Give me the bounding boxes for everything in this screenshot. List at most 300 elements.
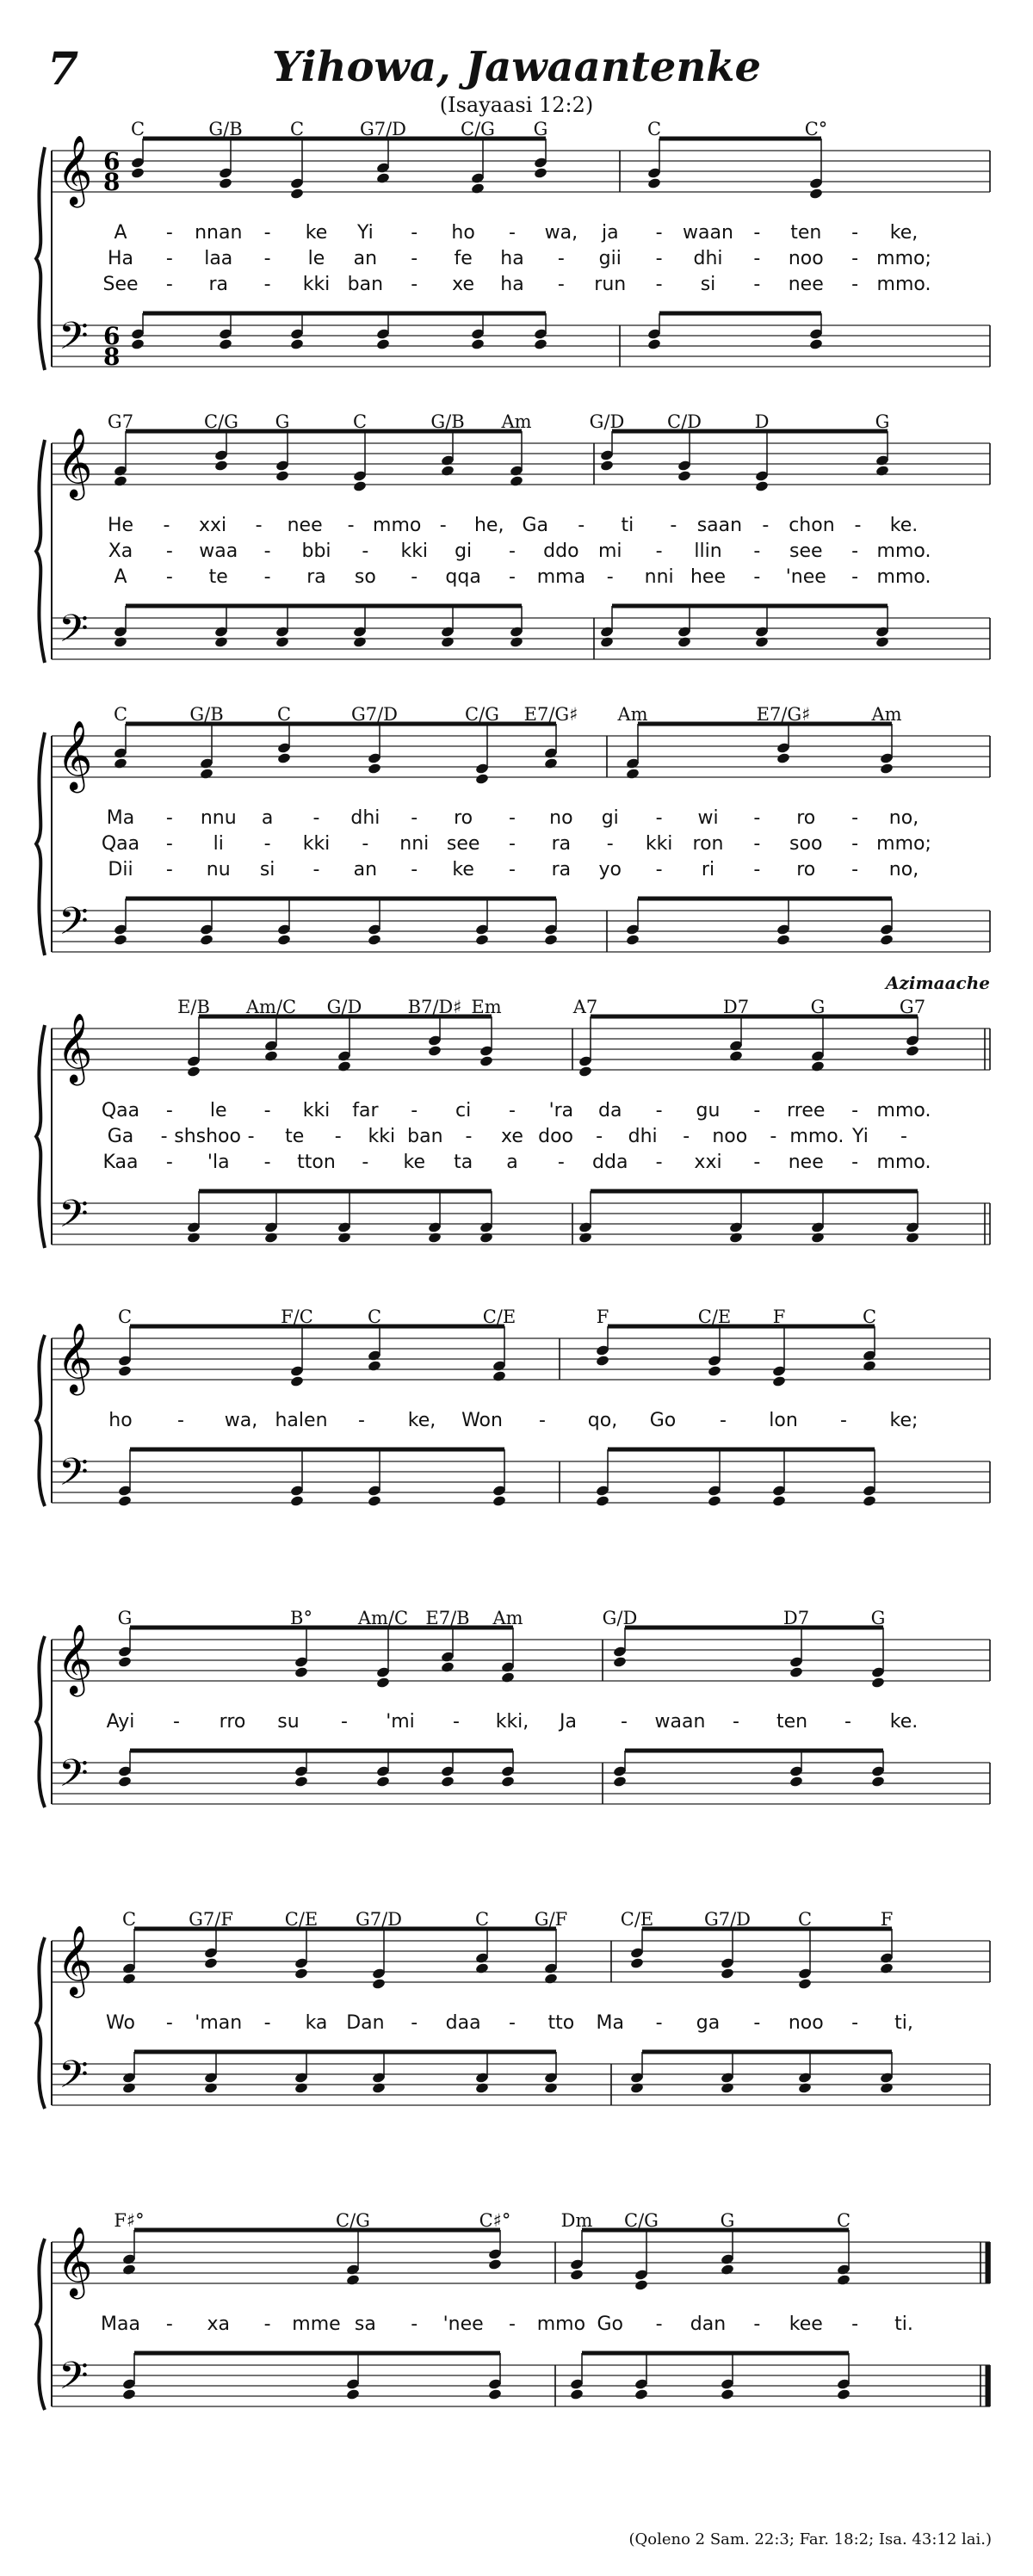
lyric-syllable: no	[549, 807, 573, 829]
lyric-syllable: -	[655, 807, 663, 829]
lyric-syllable: Won	[461, 1410, 503, 1431]
lyric-syllable: -	[247, 1126, 255, 1147]
lyric-syllable: He	[107, 515, 134, 536]
chord-symbol: G	[870, 1608, 886, 1628]
lyric-syllable: -	[900, 1126, 907, 1147]
lyric-syllable: noo	[788, 2012, 824, 2034]
lyric-syllable: -	[770, 1126, 777, 1147]
lyric-syllable: fe	[454, 248, 473, 269]
lyric-syllable: nu	[206, 859, 231, 880]
lyric-syllable: mma	[536, 566, 586, 588]
lyric-syllable: ke,	[889, 222, 919, 244]
lyric-syllable: far	[352, 1100, 379, 1121]
lyric-syllable: chon	[789, 515, 835, 536]
lyric-syllable: Maa	[101, 2313, 140, 2335]
chord-symbol: E7/G♯	[523, 704, 578, 725]
lyric-syllable: -	[753, 833, 761, 855]
lyric-syllable: -	[263, 566, 271, 588]
svg-text:𝄞: 𝄞	[57, 1924, 93, 1995]
staff-lines	[0, 1919, 1033, 2140]
lyric-syllable: -	[263, 222, 271, 244]
lyric-syllable: li	[213, 833, 224, 855]
lyric-syllable: Qaa	[101, 1100, 140, 1121]
lyric-syllable: -	[163, 515, 170, 536]
lyric-syllable: Ga	[107, 1126, 134, 1147]
lyric-syllable: 'nee	[785, 566, 826, 588]
lyric-syllable: -	[851, 222, 859, 244]
lyric-syllable: a	[506, 1152, 518, 1173]
svg-text:𝄞: 𝄞	[57, 1322, 93, 1393]
lyric-syllable: si	[700, 274, 716, 295]
lyric-syllable: ke	[305, 222, 328, 244]
lyric-syllable: -	[851, 541, 859, 562]
lyric-syllable: -	[840, 1410, 847, 1431]
lyric-syllable: kki,	[495, 1711, 529, 1733]
chord-symbol: C	[797, 1909, 813, 1930]
lyric-syllable: -	[851, 2313, 859, 2335]
lyric-syllable: 'ra	[548, 1100, 574, 1121]
lyric-syllable: halen	[275, 1410, 328, 1431]
lyric-syllable: Yi	[852, 1126, 869, 1147]
chord-symbol: C/G	[461, 119, 495, 139]
chord-symbol: Am/C	[245, 997, 297, 1017]
chord-symbol: G/B	[208, 119, 243, 139]
chord-symbol: E/B	[177, 997, 210, 1017]
lyric-syllable: -	[733, 1711, 739, 1733]
lyric-syllable: -	[844, 1711, 851, 1733]
lyric-syllable: mmo;	[876, 248, 931, 269]
lyric-syllable: -	[165, 541, 173, 562]
chord-symbol: G/D	[602, 1608, 638, 1628]
lyric-syllable: Kaa	[102, 1152, 139, 1173]
lyric-syllable: -	[851, 566, 859, 588]
lyric-syllable: 'la	[207, 1152, 230, 1173]
lyric-syllable: -	[655, 274, 663, 295]
lyric-syllable: noo	[788, 248, 824, 269]
lyric-syllable: See	[102, 274, 139, 295]
svg-text:𝄢: 𝄢	[59, 1751, 89, 1805]
lyric-syllable: -	[509, 2313, 516, 2335]
lyric-syllable: mmo.	[876, 566, 931, 588]
lyric-syllable: ci	[455, 1100, 472, 1121]
chord-symbol: C/E	[284, 1909, 319, 1930]
chord-symbol: G	[117, 1608, 133, 1628]
lyric-syllable: -	[263, 1100, 271, 1121]
lyric-syllable: llin	[694, 541, 722, 562]
lyric-syllable: mmo.	[789, 1126, 844, 1147]
lyric-syllable: no,	[888, 807, 919, 829]
hymn-number: 7	[47, 43, 79, 96]
lyric-syllable: ra	[306, 566, 326, 588]
lyric-syllable: Ayi	[106, 1711, 135, 1733]
lyric-syllable: ddo	[543, 541, 579, 562]
chord-symbol: G7	[899, 997, 926, 1017]
lyric-syllable: kee	[789, 2313, 823, 2335]
chord-symbol: G/B	[189, 704, 224, 725]
lyric-syllable: -	[606, 566, 614, 588]
lyric-syllable: wi	[697, 807, 719, 829]
lyric-syllable: ro	[454, 807, 473, 829]
lyric-syllable: -	[263, 541, 271, 562]
lyric-syllable: Xa	[108, 541, 133, 562]
lyric-syllable: -	[165, 566, 173, 588]
lyric-syllable: nnan	[195, 222, 243, 244]
lyric-syllable: an	[353, 859, 378, 880]
lyric-syllable: Go	[649, 1410, 677, 1431]
chord-symbol: C/E	[620, 1909, 654, 1930]
lyric-syllable: -	[411, 2012, 418, 2034]
lyric-syllable: ri	[701, 859, 715, 880]
chord-symbol: Am/C	[357, 1608, 409, 1628]
lyric-syllable: -	[753, 248, 761, 269]
lyric-syllable: -	[606, 833, 614, 855]
svg-text:𝄢: 𝄢	[59, 1191, 89, 1245]
lyric-syllable: mmo.	[876, 541, 931, 562]
chord-symbol: G7/D	[359, 119, 407, 139]
lyric-syllable: Qaa	[101, 833, 140, 855]
lyric-syllable: -	[165, 1100, 173, 1121]
chord-symbol: G7	[107, 411, 134, 432]
lyric-syllable: -	[173, 1711, 180, 1733]
lyric-syllable: ra	[208, 274, 229, 295]
lyric-syllable: xe	[452, 274, 475, 295]
chord-symbol: C°	[804, 119, 828, 139]
lyric-syllable: -	[509, 2012, 516, 2034]
chord-symbol: E7/G♯	[756, 704, 811, 725]
chord-symbol: C	[121, 1909, 137, 1930]
lyric-syllable: -	[753, 566, 761, 588]
lyric-syllable: run	[594, 274, 627, 295]
lyric-syllable: tto	[547, 2012, 575, 2034]
lyric-syllable: -	[263, 2313, 271, 2335]
chord-symbol: C	[474, 1909, 490, 1930]
svg-text:𝄞: 𝄞	[57, 134, 93, 205]
lyric-syllable: -	[165, 807, 173, 829]
lyric-syllable: -	[347, 515, 355, 536]
lyric-syllable: -	[165, 833, 173, 855]
chord-symbol: G	[533, 119, 548, 139]
lyric-syllable: le	[307, 248, 325, 269]
chord-symbol: C/G	[624, 2210, 659, 2231]
lyric-syllable: rree	[787, 1100, 826, 1121]
tempo-marking: Azimaache	[886, 973, 990, 993]
lyric-syllable: -	[509, 566, 516, 588]
lyric-syllable: -	[851, 1152, 859, 1173]
lyric-syllable: ra	[551, 833, 572, 855]
lyric-syllable: ga	[696, 2012, 721, 2034]
lyric-syllable: he,	[473, 515, 504, 536]
lyric-syllable: nni	[399, 833, 430, 855]
lyric-syllable: -	[509, 541, 516, 562]
lyric-syllable: nee	[287, 515, 323, 536]
chord-symbol: D7	[722, 997, 750, 1017]
svg-text:𝄞: 𝄞	[57, 1623, 93, 1694]
lyric-syllable: Dan	[346, 2012, 385, 2034]
lyric-syllable: waan	[683, 222, 733, 244]
svg-text:𝄞: 𝄞	[57, 720, 93, 790]
lyric-syllable: ten	[776, 1711, 808, 1733]
svg-text:𝄞: 𝄞	[57, 427, 93, 497]
lyric-syllable: -	[596, 1126, 603, 1147]
svg-text:6: 6	[103, 322, 121, 350]
lyric-syllable: -	[165, 1152, 173, 1173]
lyric-syllable: waa	[199, 541, 238, 562]
lyric-syllable: -	[655, 1152, 663, 1173]
svg-text:𝄢: 𝄢	[59, 2052, 89, 2106]
chord-symbol: C/E	[697, 1307, 732, 1327]
lyric-syllable: mmo.	[876, 1100, 931, 1121]
lyric-syllable: -	[263, 1152, 271, 1173]
chord-symbol: C	[276, 704, 292, 725]
lyric-syllable: kki	[368, 1126, 396, 1147]
lyric-syllable: ke;	[889, 1410, 919, 1431]
lyric-syllable: ro	[796, 807, 816, 829]
chord-symbol: G7/F	[189, 1909, 233, 1930]
lyric-syllable: -	[177, 1410, 184, 1431]
chord-symbol: G	[275, 411, 290, 432]
hymn-title: Yihowa, Jawaantenke	[271, 43, 762, 91]
chord-symbol: C	[113, 704, 128, 725]
lyric-syllable: -	[165, 222, 173, 244]
lyric-syllable: 'nee	[442, 2313, 484, 2335]
lyric-syllable: -	[165, 2012, 173, 2034]
chord-symbol: G	[875, 411, 890, 432]
lyric-syllable: ha	[500, 248, 524, 269]
chord-symbol: F	[772, 1307, 786, 1327]
lyric-syllable: -	[753, 222, 761, 244]
svg-text:8: 8	[103, 343, 121, 371]
lyric-syllable: Dii	[108, 859, 133, 880]
lyric-syllable: an	[353, 248, 378, 269]
lyric-syllable: -	[362, 1152, 369, 1173]
lyric-syllable: mmo;	[876, 833, 931, 855]
lyric-syllable: -	[851, 859, 859, 880]
chord-symbol: E7/B	[425, 1608, 470, 1628]
lyric-syllable: gii	[598, 248, 622, 269]
lyric-syllable: -	[655, 248, 663, 269]
footer-references: (Qoleno 2 Sam. 22:3; Far. 18:2; Isa. 43:12 lai.)	[628, 2530, 992, 2548]
lyric-syllable: dhi	[693, 248, 723, 269]
lyric-syllable: ban	[407, 1126, 443, 1147]
lyric-syllable: -	[655, 1100, 663, 1121]
chord-symbol: Em	[471, 997, 502, 1017]
lyric-syllable: nee	[788, 274, 824, 295]
lyric-syllable: -	[720, 1410, 727, 1431]
svg-text:8: 8	[103, 168, 121, 196]
lyric-syllable: kki	[302, 833, 331, 855]
lyric-syllable: -	[509, 807, 516, 829]
chord-symbol: Am	[871, 704, 902, 725]
lyric-syllable: qo,	[587, 1410, 618, 1431]
lyric-syllable: -	[358, 1410, 365, 1431]
lyric-syllable: -	[851, 807, 859, 829]
chord-symbol: Am	[501, 411, 532, 432]
lyric-syllable: -	[411, 859, 418, 880]
chord-symbol: C	[352, 411, 368, 432]
lyric-syllable: tton	[297, 1152, 336, 1173]
lyric-syllable: Ha	[107, 248, 134, 269]
lyric-syllable: -	[578, 515, 585, 536]
lyric-syllable: su	[277, 1711, 300, 1733]
lyric-syllable: mmo	[536, 2313, 586, 2335]
chord-symbol: G	[720, 2210, 735, 2231]
lyric-syllable: gi	[455, 541, 473, 562]
lyric-syllable: Go	[597, 2313, 624, 2335]
chord-symbol: D	[754, 411, 770, 432]
lyric-syllable: -	[509, 859, 516, 880]
lyric-syllable: -	[762, 515, 770, 536]
lyric-syllable: -	[753, 1152, 761, 1173]
chord-symbol: C♯°	[479, 2210, 511, 2231]
lyric-syllable: xxi	[198, 515, 227, 536]
lyric-syllable: gu	[696, 1100, 721, 1121]
chord-symbol: C/G	[465, 704, 499, 725]
lyric-syllable: kki	[645, 833, 673, 855]
lyric-syllable: yo	[598, 859, 622, 880]
lyric-syllable: -	[851, 274, 859, 295]
lyric-syllable: kki	[302, 1100, 331, 1121]
lyric-syllable: Ma	[106, 807, 135, 829]
lyric-syllable: kki	[400, 541, 429, 562]
lyric-syllable: soo	[789, 833, 823, 855]
lyric-syllable: ho	[108, 1410, 133, 1431]
lyric-syllable: ta	[454, 1152, 473, 1173]
chord-symbol: Am	[492, 1608, 523, 1628]
lyric-syllable: saan	[696, 515, 743, 536]
lyric-syllable: -	[655, 2313, 663, 2335]
lyric-syllable: kki	[302, 274, 331, 295]
chord-symbol: C	[836, 2210, 851, 2231]
lyric-syllable: mmo.	[876, 1152, 931, 1173]
lyric-syllable: A	[114, 222, 127, 244]
lyric-syllable: le	[209, 1100, 227, 1121]
lyric-syllable: ban	[347, 274, 384, 295]
chord-symbol: C	[289, 119, 305, 139]
lyric-syllable: -	[655, 2012, 663, 2034]
lyric-syllable: waan	[654, 1711, 706, 1733]
lyric-syllable: -	[263, 248, 271, 269]
chord-symbol: Am	[617, 704, 648, 725]
lyric-syllable: -	[851, 2012, 859, 2034]
lyric-syllable: -	[655, 859, 663, 880]
lyric-syllable: -	[753, 1100, 761, 1121]
chord-symbol: G7/D	[355, 1909, 403, 1930]
svg-text:𝄢: 𝄢	[59, 2353, 89, 2407]
lyric-syllable: Yi	[356, 222, 374, 244]
chord-symbol: C	[367, 1307, 382, 1327]
staff-lines	[0, 2221, 1033, 2441]
lyric-syllable: ke,	[407, 1410, 436, 1431]
lyric-syllable: ke.	[889, 515, 919, 536]
chord-symbol: F♯°	[114, 2210, 145, 2231]
lyric-syllable: -	[753, 807, 761, 829]
chord-symbol: D7	[782, 1608, 810, 1628]
lyric-syllable: wa,	[224, 1410, 258, 1431]
lyric-syllable: bbi	[301, 541, 331, 562]
lyric-syllable: a	[261, 807, 274, 829]
svg-text:𝄢: 𝄢	[59, 313, 89, 368]
lyric-syllable: qqa	[445, 566, 481, 588]
lyric-syllable: wa,	[544, 222, 578, 244]
lyric-syllable: -	[411, 222, 418, 244]
chord-symbol: F	[880, 1909, 894, 1930]
svg-text:𝄢: 𝄢	[59, 606, 89, 660]
chord-symbol: F/C	[281, 1307, 313, 1327]
lyric-syllable: -	[411, 807, 418, 829]
lyric-syllable: -	[411, 2313, 418, 2335]
lyric-syllable: -	[263, 2012, 271, 2034]
lyric-syllable: ja	[601, 222, 619, 244]
lyric-syllable: nnu	[200, 807, 237, 829]
lyric-syllable: -	[851, 248, 859, 269]
chord-symbol: G7/D	[703, 1909, 752, 1930]
lyric-syllable: -	[753, 541, 761, 562]
lyric-syllable: -	[362, 541, 369, 562]
lyric-syllable: ra	[551, 859, 572, 880]
lyric-syllable: mmo	[373, 515, 422, 536]
lyric-syllable: -	[753, 859, 761, 880]
lyric-syllable: da	[598, 1100, 622, 1121]
lyric-syllable: dda	[592, 1152, 628, 1173]
lyric-syllable: -	[362, 833, 369, 855]
chord-symbol: C	[862, 1307, 877, 1327]
lyric-syllable: -	[753, 274, 761, 295]
lyric-syllable: ro	[796, 859, 816, 880]
lyric-syllable: ka	[305, 2012, 328, 2034]
lyric-syllable: -	[411, 274, 418, 295]
lyric-syllable: -	[165, 248, 173, 269]
lyric-syllable: -	[312, 807, 320, 829]
lyric-syllable: sa	[354, 2313, 376, 2335]
lyric-syllable: mme	[292, 2313, 341, 2335]
chord-symbol: A7	[572, 997, 598, 1017]
lyric-syllable: Ja	[560, 1711, 577, 1733]
svg-text:𝄞: 𝄞	[57, 2226, 93, 2296]
chord-symbol: G7/D	[350, 704, 399, 725]
lyric-syllable: -	[263, 833, 271, 855]
lyric-syllable: te	[285, 1126, 305, 1147]
lyric-syllable: no,	[888, 859, 919, 880]
lyric-syllable: A	[114, 566, 127, 588]
lyric-syllable: -	[851, 833, 859, 855]
lyric-syllable: -	[539, 1410, 546, 1431]
lyric-syllable: doo	[538, 1126, 573, 1147]
chord-symbol: B°	[290, 1608, 312, 1628]
chord-symbol: C	[130, 119, 145, 139]
lyric-syllable: mmo.	[876, 274, 931, 295]
chord-symbol: B7/D♯	[407, 997, 462, 1017]
lyric-syllable: noo	[712, 1126, 748, 1147]
lyric-syllable: daa	[445, 2012, 481, 2034]
lyric-syllable: so	[354, 566, 376, 588]
lyric-syllable: -	[655, 222, 663, 244]
lyric-syllable: -	[557, 1152, 565, 1173]
chord-symbol: G/D	[326, 997, 362, 1017]
lyric-syllable: lon	[769, 1410, 798, 1431]
lyric-syllable: nee	[788, 1152, 824, 1173]
lyric-syllable: -	[439, 515, 447, 536]
lyric-syllable: te	[208, 566, 228, 588]
svg-text:𝄞: 𝄞	[57, 1012, 93, 1083]
lyric-syllable: Wo	[106, 2012, 135, 2034]
staff-lines	[0, 1317, 1033, 1537]
chord-symbol: C	[117, 1307, 133, 1327]
lyric-syllable: 'man	[195, 2012, 243, 2034]
lyric-syllable: rro	[219, 1711, 246, 1733]
lyric-syllable: ti.	[894, 2313, 913, 2335]
chord-symbol: C/G	[204, 411, 238, 432]
lyric-syllable: ke.	[889, 1711, 919, 1733]
